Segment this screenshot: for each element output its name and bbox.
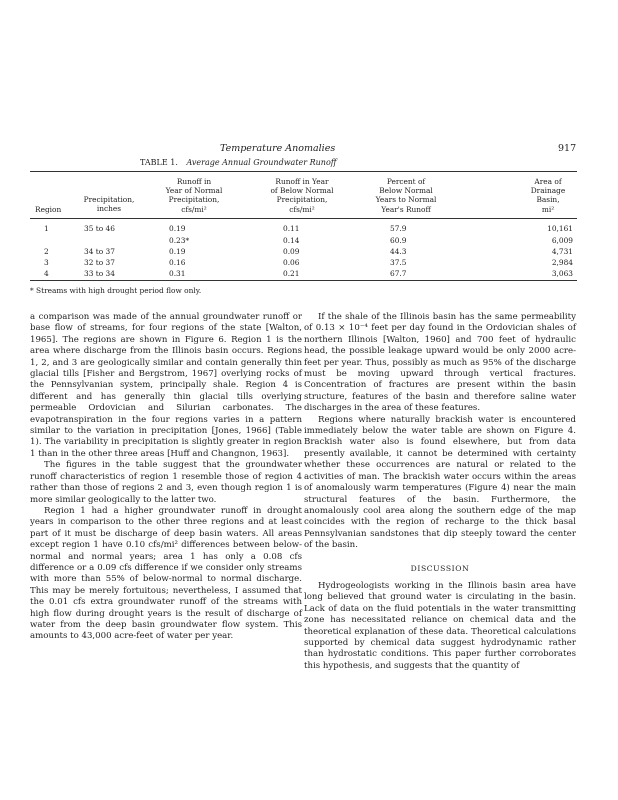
cell-area: 4,731 bbox=[551, 247, 573, 256]
table-footnote: * Streams with high drought period flow only. bbox=[30, 286, 202, 295]
cell-runoff-normal: 0.19 bbox=[169, 247, 186, 256]
column-header-runoff-normal: Runoff in Year of Normal Precipitation, cfs/mi² bbox=[165, 177, 223, 214]
cell-runoff-below-normal: 0.09 bbox=[283, 247, 300, 256]
cell-precipitation: 33 to 34 bbox=[84, 269, 115, 278]
cell-percent: 60.9 bbox=[390, 236, 407, 245]
cell-area: 10,161 bbox=[547, 224, 573, 233]
cell-region: 3 bbox=[44, 258, 49, 267]
table-row bbox=[30, 269, 577, 280]
table-row bbox=[30, 224, 577, 235]
cell-area: 3,063 bbox=[551, 269, 573, 278]
cell-runoff-below-normal: 0.21 bbox=[283, 269, 300, 278]
body-paragraph: If the shale of the Illinois basin has the same permeability of 0.13 × 10⁻⁴ feet per day found in the Ordovician shales of northern Illinois [Walton, 1960] and 700 feet of hydraulic head, the possible leakage upward would be only 2000 acre-feet per year. Thus, possibly as much as 95% of the discharge must be moving upward through vertical fractures. Concentration of fractures are present within the basin structure, features of the basin and therefore saline water discharges in the area of these features. bbox=[304, 312, 576, 414]
table-caption bbox=[140, 158, 336, 167]
body-paragraph: Hydrogeologists working in the Illinois basin area have long believed that ground water is circulating in the basin. Lack of data on the fluid potentials in the water transmitting zone has necessitated reliance on chemical data and the theoretical explanation of these data. Theoretical calculations supported by chemical data suggest hydrodynamic rather than hydrostatic conditions. This paper further corroborates this hypothesis, and suggests that the quantity of bbox=[304, 580, 576, 671]
body-paragraph: a comparison was made of the annual groundwater runoff or base flow of streams, for four regions of the state [Walton, 1965]. The regions are shown in Figure 6. Region 1 is the area where discharge from the Illinois basin occurs. Regions 1, 2, and 3 are geologically similar and contain generally thin glacial tills [Fisher and Bergstrom, 1967] overlying rocks of the Pennsylvanian system, principally shale. Region 4 is different and has generally thin glacial tills overlying permeable Ordovician and Silurian carbonates. The evapotranspiration in the four regions varies in a pattern similar to the variation in precipitation [Jones, 1966] (Table 1). The variability in precipitation is slightly greater in region 1 than in the other three areas [Huff and Changnon, 1963]. bbox=[30, 312, 302, 459]
column-header-percent: Percent of Below Normal Years to Normal Year's Runoff bbox=[375, 177, 437, 214]
table-row bbox=[30, 258, 577, 269]
column-header-precipitation: Precipitation, inches bbox=[83, 195, 135, 214]
left-column bbox=[30, 312, 302, 643]
column-header-area: Area of Drainage Basin, mi² bbox=[530, 177, 566, 214]
cell-precipitation: 32 to 37 bbox=[84, 258, 115, 267]
table-label: TABLE 1. bbox=[140, 158, 178, 167]
table-row bbox=[30, 247, 577, 258]
body-paragraph: Regions where naturally brackish water is encountered immediately below the water table are shown on Figure 4. Brackish water also is found elsewhere, but from data presently available, it cannot be determined with certainty whether these occurrences are natural or related to the activities of man. The brackish water occurs within the areas of anomalously warm temperatures (Figure 4) near the main structural features of the basin. Furthermore, the anomalously cool area along the southern edge of the map coincides with the region of recharge to the thick basal Pennsylvanian sandstones that dip steeply toward the center of the basin. bbox=[304, 414, 576, 551]
right-column bbox=[304, 312, 576, 672]
cell-percent: 37.5 bbox=[390, 258, 407, 267]
cell-percent: 57.9 bbox=[390, 224, 407, 233]
page-number: 917 bbox=[558, 143, 577, 154]
column-header-region: Region bbox=[35, 205, 62, 214]
column-header-runoff-below-normal: Runoff in Year of Below Normal Precipitation, cfs/mi² bbox=[270, 177, 334, 214]
table-row bbox=[30, 236, 577, 247]
table-caption-text: Average Annual Groundwater Runoff bbox=[186, 158, 337, 167]
cell-runoff-below-normal: 0.06 bbox=[283, 258, 300, 267]
cell-precipitation: 35 to 46 bbox=[84, 224, 115, 233]
cell-percent: 67.7 bbox=[390, 269, 407, 278]
cell-runoff-below-normal: 0.11 bbox=[283, 224, 300, 233]
table-top-rule bbox=[30, 171, 577, 172]
section-heading: DISCUSSION bbox=[410, 563, 470, 573]
cell-region: 4 bbox=[44, 269, 49, 278]
cell-region: 1 bbox=[44, 224, 49, 233]
cell-runoff-normal: 0.31 bbox=[169, 269, 186, 278]
table-bottom-rule bbox=[30, 280, 577, 281]
cell-runoff-below-normal: 0.14 bbox=[283, 236, 300, 245]
cell-area: 6,009 bbox=[551, 236, 573, 245]
cell-percent: 44.3 bbox=[390, 247, 407, 256]
cell-region: 2 bbox=[44, 247, 49, 256]
cell-runoff-normal: 0.23* bbox=[169, 236, 190, 245]
cell-runoff-normal: 0.19 bbox=[169, 224, 186, 233]
running-header-title: Temperature Anomalies bbox=[220, 143, 336, 154]
cell-area: 2,984 bbox=[551, 258, 573, 267]
cell-runoff-normal: 0.16 bbox=[169, 258, 186, 267]
table-header-rule bbox=[30, 218, 577, 219]
cell-precipitation: 34 to 37 bbox=[84, 247, 115, 256]
body-paragraph: The figures in the table suggest that the groundwater runoff characteristics of region 1 resemble those of region 4 rather than those of regions 2 and 3, even though region 1 is more similar geologically to the latter two. bbox=[30, 460, 302, 505]
body-paragraph: Region 1 had a higher groundwater runoff in drought years in comparison to the other three regions and at least part of it must be discharge of deep basin waters. All areas except region 1 have 0.10 cfs/mi² differences between below-normal and normal years; area 1 has only a 0.08 cfs difference or a 0.09 cfs difference if we consider only streams with more than 55% of below-normal to normal discharge. This may be merely fortuitous; nevertheless, I assumed that the 0.01 cfs extra groundwater runoff of the streams with high flow during drought years is the result of discharge of water from the deep basin groundwater flow system. This amounts to 43,000 acre-feet of water per year. bbox=[30, 505, 302, 642]
